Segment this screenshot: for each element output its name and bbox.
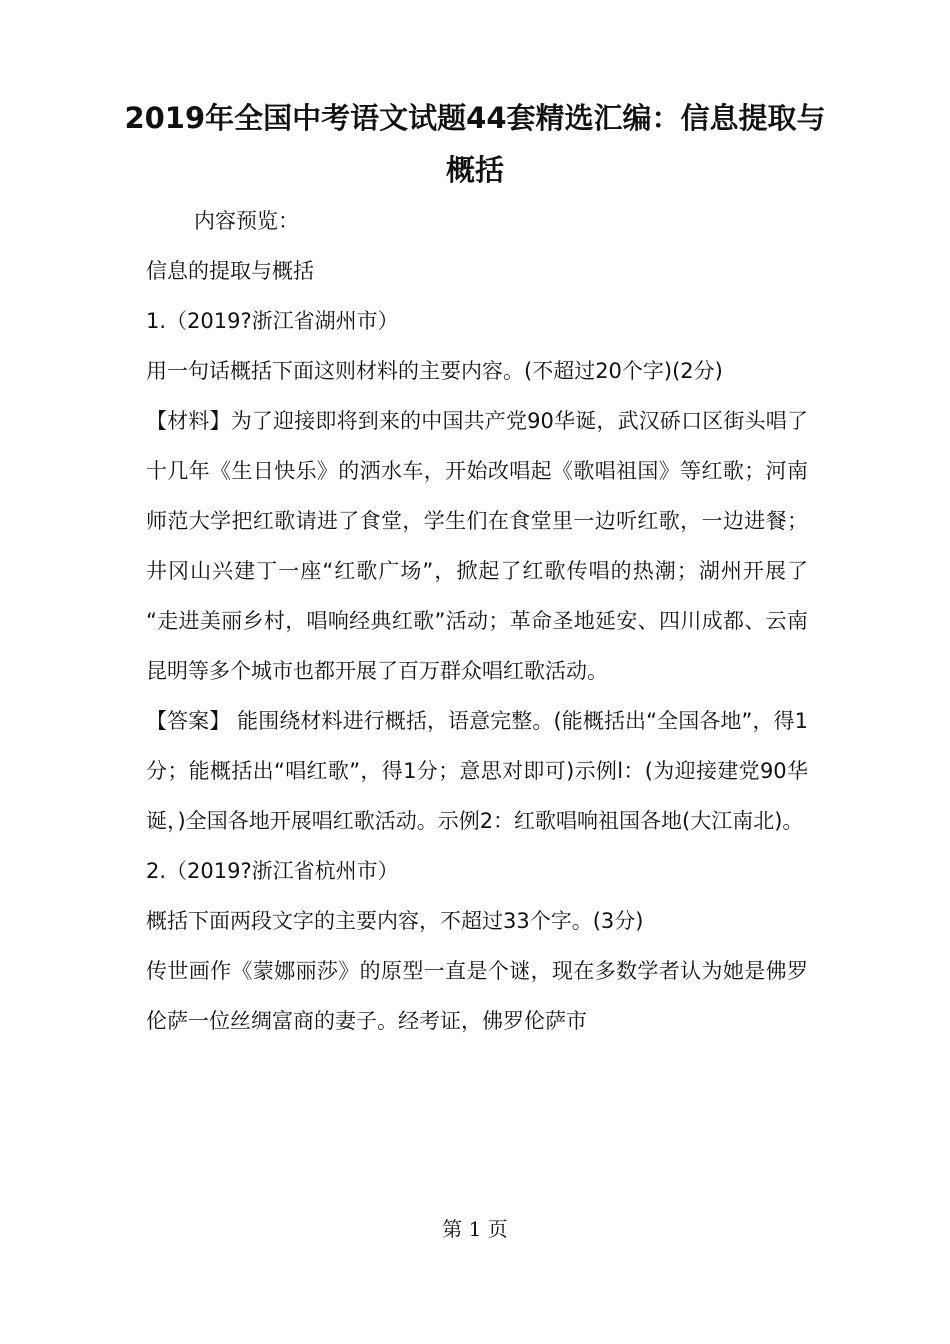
question-1-material: 【材料】为了迎接即将到来的中国共产党90华诞，武汉硚口区街头唱了十几年《生日快乐》的洒水车，开始改唱起《歌唱祖国》等红歌；河南师范大学把红歌请进了食堂，学生们在食堂里一边听红歌，一边进餐；井冈山兴建丁一座“红歌广场”，掀起了红歌传唱的热潮；湖州开展了 “走进美丽乡村，唱响经典红歌”活动；革命圣地延安、四川成都、云南昆明等多个城市也都开展了百万群众唱红歌活动。 [146, 409, 808, 683]
document-body [146, 196, 808, 1046]
question-2-prompt: 概括下面两段文字的主要内容，不超过33个字。(3分) [146, 909, 644, 933]
preview-label: 内容预览： [194, 209, 299, 233]
question-2-passage: 传世画作《蒙娜丽莎》的原型一直是个谜，现在多数学者认为她是佛罗伦萨一位丝绸富商的妻子。经考证，佛罗伦萨市 [146, 959, 808, 1033]
question-1-prompt: 用一句话概括下面这则材料的主要内容。(不超过20个字)(2分) [146, 359, 723, 383]
document-title: 2019年全国中考语文试题44套精选汇编：信息提取与概括 [124, 101, 826, 187]
question-2-header: 2.（2019?浙江省杭州市） [146, 859, 399, 883]
question-1-header: 1.（2019?浙江省湖州市） [146, 309, 399, 333]
page-number: 第 1 页 [442, 1217, 508, 1241]
section-heading: 信息的提取与概括 [146, 259, 314, 283]
question-1-answer: 【答案】 能围绕材料进行概括，语意完整。(能概括出“全国各地”，得1分；能概括出“唱红歌”，得1分；意思对即可)示例l：(为迎接建党90华诞，)全国各地开展唱红歌活动。示例2：红歌唱响祖国各地(大江南北)。 [146, 709, 808, 833]
